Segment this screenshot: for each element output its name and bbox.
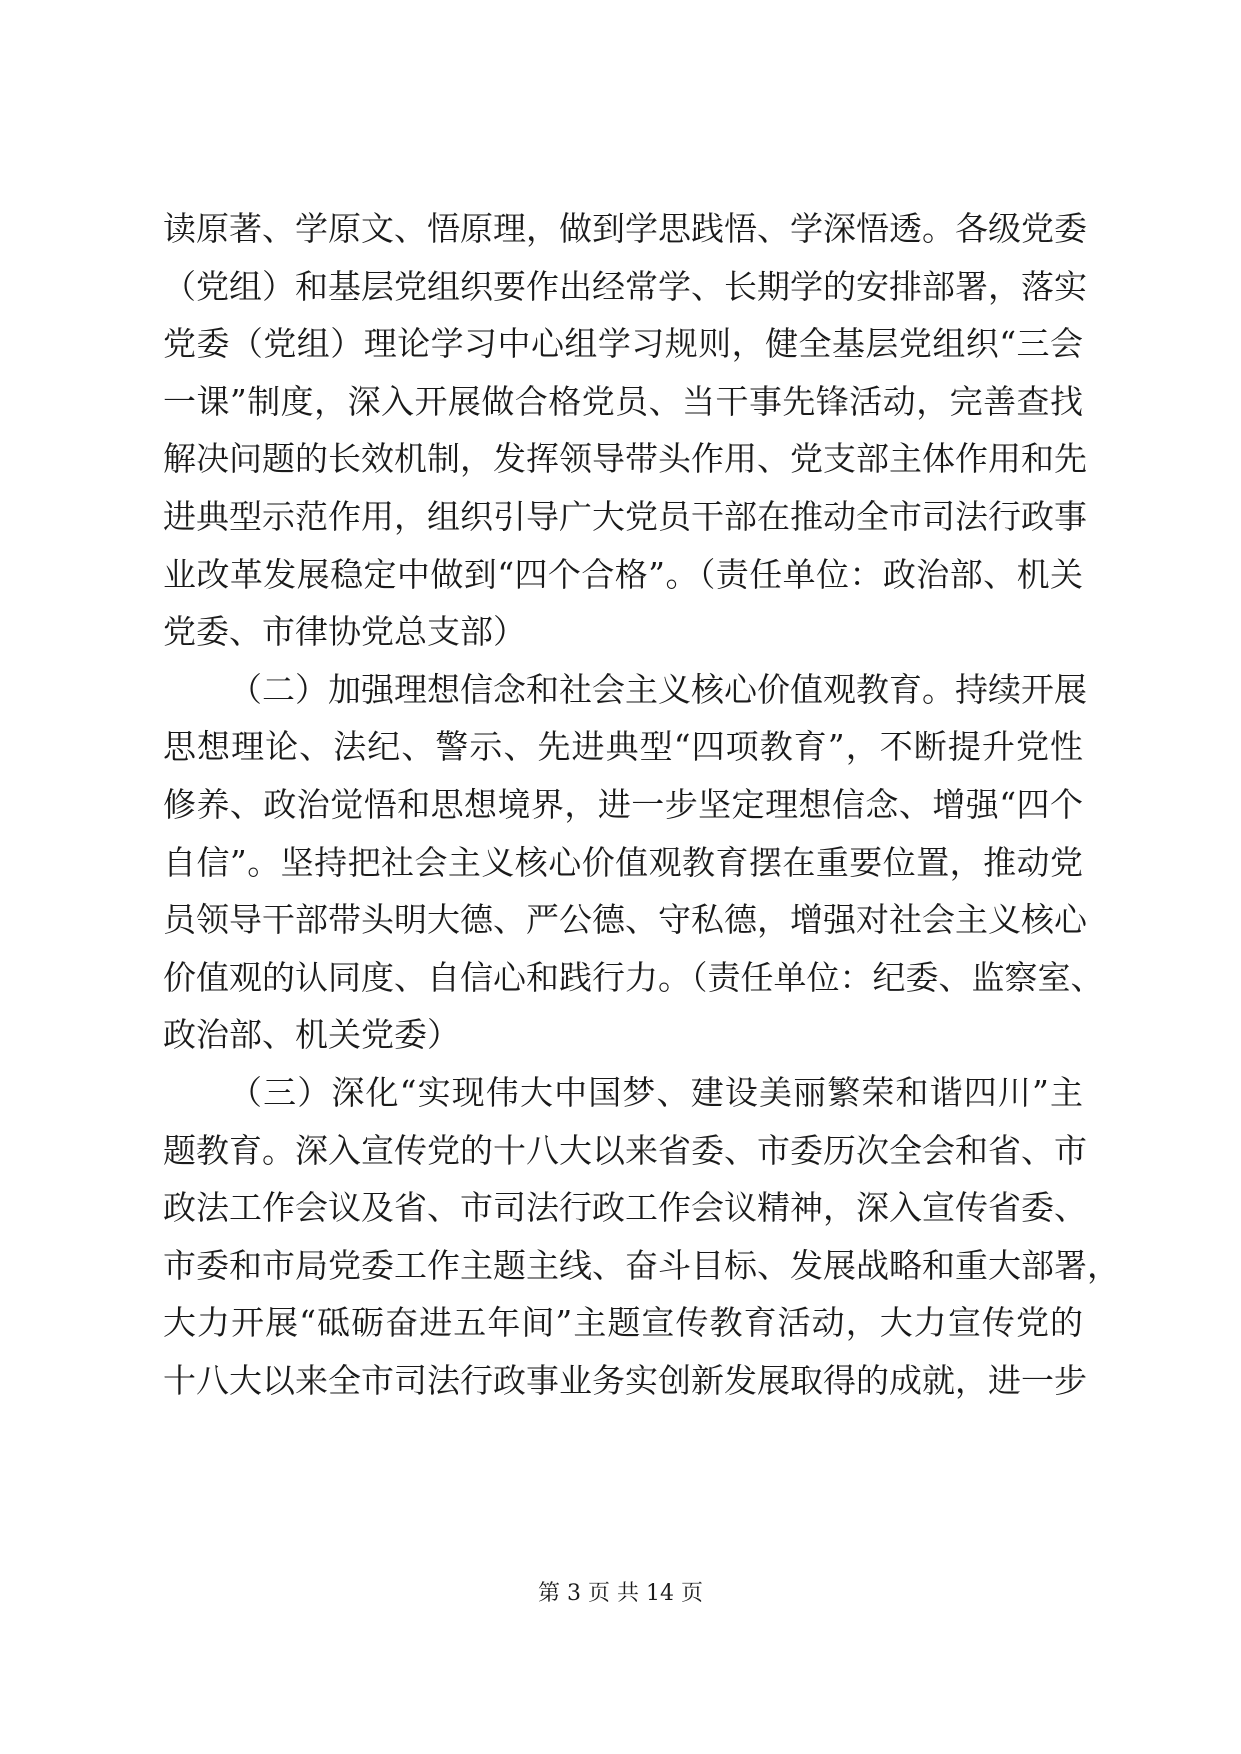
paragraph-1-line-6: 进典型示范作用，组织引导广大党员干部在推动全市司法行政事 bbox=[163, 496, 1087, 536]
paragraph-3-line-2: 题教育。深入宣传党的十八大以来省委、市委历次全会和省、市 bbox=[163, 1130, 1087, 1170]
paragraph-2-line-7: 政治部、机关党委） bbox=[163, 1015, 460, 1055]
paragraph-2-line-1: （二）加强理想信念和社会主义核心价值观教育。持续开展 bbox=[229, 669, 1087, 709]
document-body bbox=[163, 200, 1120, 1409]
paragraph-2-line-4: 自信”。坚持把社会主义核心价值观教育摆在重要位置，推动党 bbox=[163, 842, 1083, 882]
paragraph-3-line-1: （三）深化“实现伟大中国梦、建设美丽繁荣和谐四川”主 bbox=[229, 1072, 1083, 1112]
paragraph-2-line-3: 修养、政治觉悟和思想境界，进一步坚定理想信念、增强“四个 bbox=[163, 784, 1083, 824]
paragraph-3-line-3: 政法工作会议及省、市司法行政工作会议精神，深入宣传省委、 bbox=[163, 1188, 1087, 1228]
paragraph-1-line-7: 业改革发展稳定中做到“四个合格”。（责任单位：政治部、机关 bbox=[163, 554, 1083, 594]
page-number-footer: 第 3 页 共 14 页 bbox=[538, 1581, 703, 1606]
paragraph-1-line-2: （党组）和基层党组织要作出经常学、长期学的安排部署，落实 bbox=[163, 266, 1087, 306]
paragraph-1-line-3: 党委（党组）理论学习中心组学习规则，健全基层党组织“三会 bbox=[163, 324, 1083, 364]
paragraph-3-line-5: 大力开展“砥砺奋进五年间”主题宣传教育活动，大力宣传党的 bbox=[163, 1303, 1083, 1343]
paragraph-1-line-5: 解决问题的长效机制，发挥领导带头作用、党支部主体作用和先 bbox=[163, 439, 1087, 479]
paragraph-1-line-1: 读原著、学原文、悟原理，做到学思践悟、学深悟透。各级党委 bbox=[163, 209, 1087, 248]
paragraph-1-line-8: 党委、市律协党总支部） bbox=[163, 612, 526, 652]
paragraph-3-line-6: 十八大以来全市司法行政事业务实创新发展取得的成就，进一步 bbox=[163, 1360, 1087, 1400]
paragraph-1-line-4: 一课”制度，深入开展做合格党员、当干事先锋活动，完善查找 bbox=[163, 381, 1083, 421]
paragraph-3-line-4: 市委和市局党委工作主题主线、奋斗目标、发展战略和重大部署， bbox=[163, 1245, 1120, 1285]
paragraph-2-line-6: 价值观的认同度、自信心和践行力。（责任单位：纪委、监察室、 bbox=[163, 957, 1104, 997]
paragraph-2-line-2: 思想理论、法纪、警示、先进典型“四项教育”，不断提升党性 bbox=[163, 727, 1083, 767]
paragraph-2-line-5: 员领导干部带头明大德、严公德、守私德，增强对社会主义核心 bbox=[163, 900, 1087, 940]
